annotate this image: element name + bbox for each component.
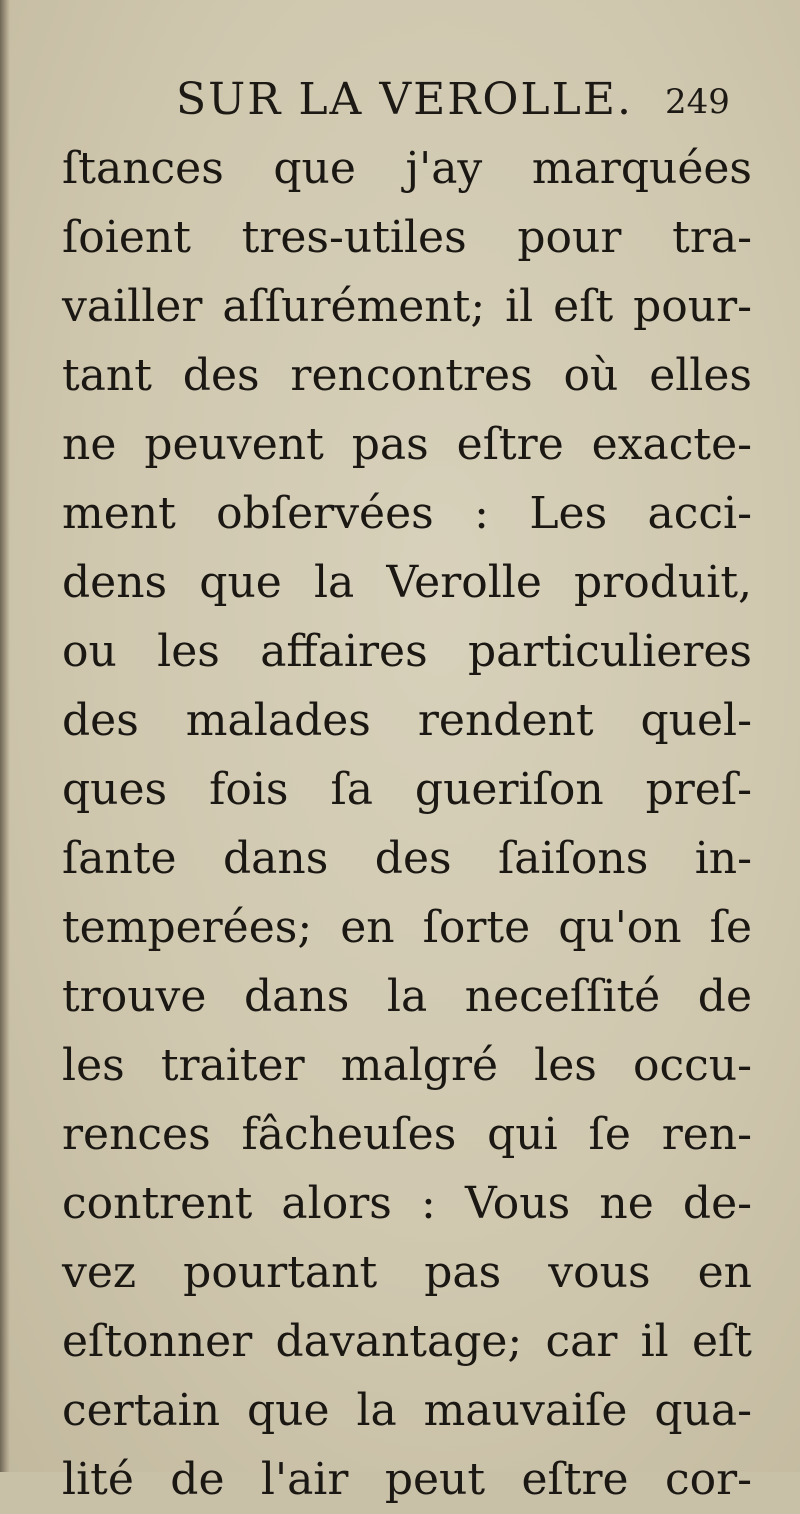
text-line: ne peuvent pas eſtre exacte-	[62, 419, 752, 470]
text-line: ques fois ſa gueriſon preſ-	[62, 764, 752, 815]
text-line: temperées; en ſorte qu'on ſe	[62, 902, 752, 953]
text-line: vailler aſſurément; il eſt pour-	[62, 281, 752, 332]
text-line: ſante dans des ſaiſons in-	[62, 833, 752, 884]
text-line: les traiter malgré les occu-	[62, 1040, 752, 1091]
text-line: trouve dans la neceſſité de	[62, 971, 752, 1022]
running-title: SUR LA VEROLLE.	[176, 74, 633, 125]
text-line: contrent alors : Vous ne de-	[62, 1178, 752, 1229]
text-line: certain que la mauvaiſe qua-	[62, 1385, 752, 1436]
text-line: ſtances que j'ay marquées	[62, 143, 752, 194]
text-line: vez pourtant pas vous en	[62, 1247, 752, 1298]
text-line: eſtonner davantage; car il eſt	[62, 1316, 752, 1367]
text-line: tant des rencontres où elles	[62, 350, 752, 401]
text-line: ment obſervées : Les acci-	[62, 488, 752, 539]
text-line: lité de l'air peut eſtre cor-	[62, 1454, 752, 1505]
text-line: dens que la Verolle produit,	[62, 557, 752, 608]
body-text	[62, 134, 752, 1514]
text-line: ou les affaires particulieres	[62, 626, 752, 677]
page-header	[0, 70, 800, 130]
binding-edge	[0, 0, 10, 1472]
text-line: ſoient tres-utiles pour tra-	[62, 212, 752, 263]
page-number: 249	[665, 82, 730, 122]
text-line: des malades rendent quel-	[62, 695, 752, 746]
text-line: rences fâcheuſes qui ſe ren-	[62, 1109, 752, 1160]
